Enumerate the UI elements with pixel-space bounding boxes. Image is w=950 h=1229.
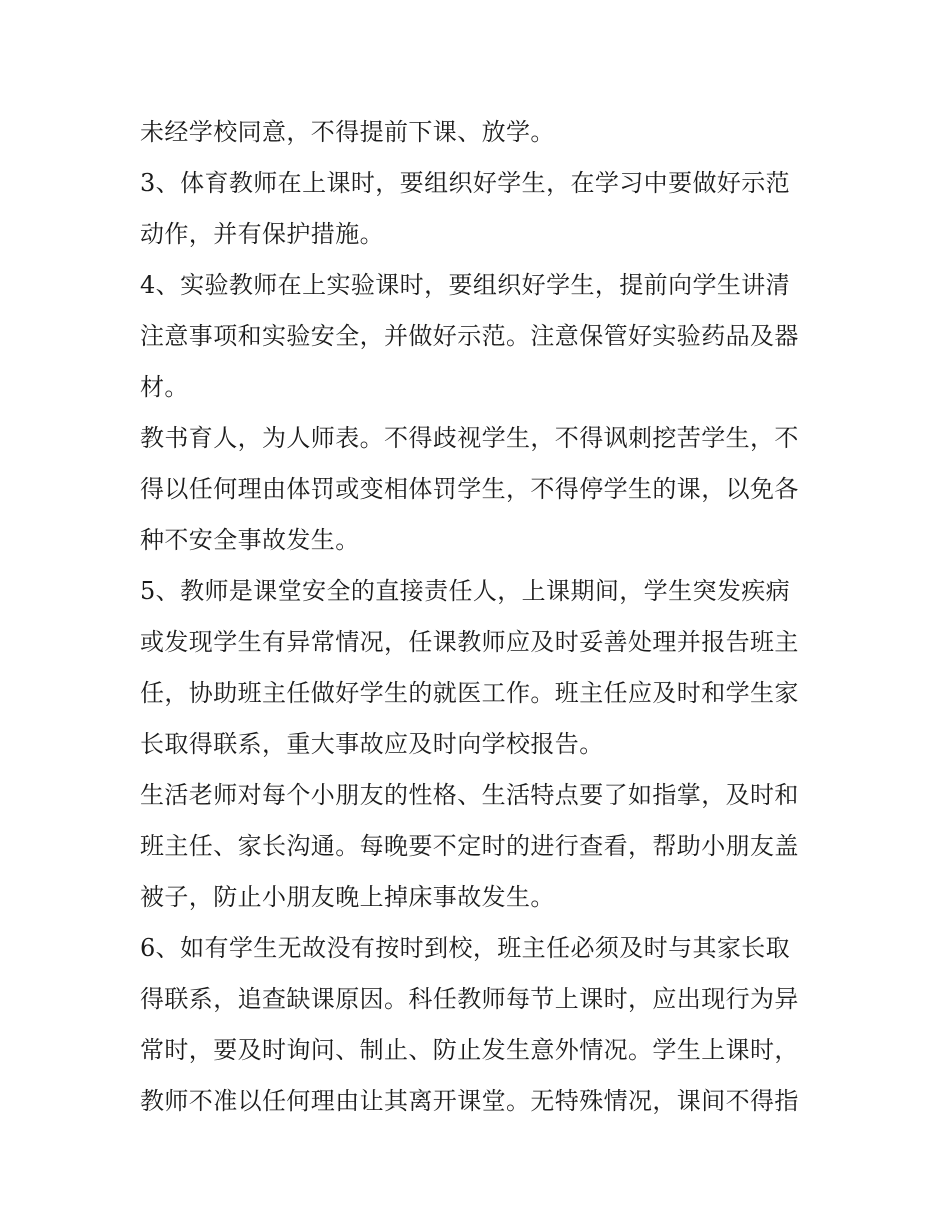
text-line: 4、实验教师在上实验课时，要组织好学生，提前向学生讲清 (140, 271, 791, 299)
text-line: 材。 (140, 373, 189, 401)
text-line: 3、体育教师在上课时，要组织好学生，在学习中要做好示范 (140, 169, 791, 197)
text-line: 常时，要及时询问、制止、防止发生意外情况。学生上课时， (140, 1036, 799, 1064)
text-line: 生活老师对每个小朋友的性格、生活特点要了如指掌，及时和 (140, 781, 799, 809)
text-line: 种不安全事故发生。 (140, 526, 360, 554)
text-line: 未经学校同意，不得提前下课、放学。 (140, 118, 555, 146)
text-line: 得联系，追查缺课原因。科任教师每节上课时，应出现行为异 (140, 985, 799, 1013)
text-line: 5、教师是课堂安全的直接责任人，上课期间，学生突发疾病 (140, 577, 791, 605)
document-body (140, 107, 820, 1127)
text-line: 得以任何理由体罚或变相体罚学生，不得停学生的课，以免各 (140, 475, 799, 503)
text-line: 被子，防止小朋友晚上掉床事故发生。 (140, 883, 555, 911)
text-line: 任，协助班主任做好学生的就医工作。班主任应及时和学生家 (140, 679, 799, 707)
text-line: 教师不准以任何理由让其离开课堂。无特殊情况，课间不得指 (140, 1087, 799, 1115)
text-line: 班主任、家长沟通。每晚要不定时的进行查看，帮助小朋友盖 (140, 832, 799, 860)
text-line: 长取得联系，重大事故应及时向学校报告。 (140, 730, 604, 758)
text-line: 注意事项和实验安全，并做好示范。注意保管好实验药品及器 (140, 322, 799, 350)
text-line: 或发现学生有异常情况，任课教师应及时妥善处理并报告班主 (140, 628, 799, 656)
text-line: 教书育人，为人师表。不得歧视学生，不得讽刺挖苦学生，不 (140, 424, 799, 452)
text-line: 6、如有学生无故没有按时到校，班主任必须及时与其家长取 (140, 934, 791, 962)
text-line: 动作，并有保护措施。 (140, 220, 384, 248)
